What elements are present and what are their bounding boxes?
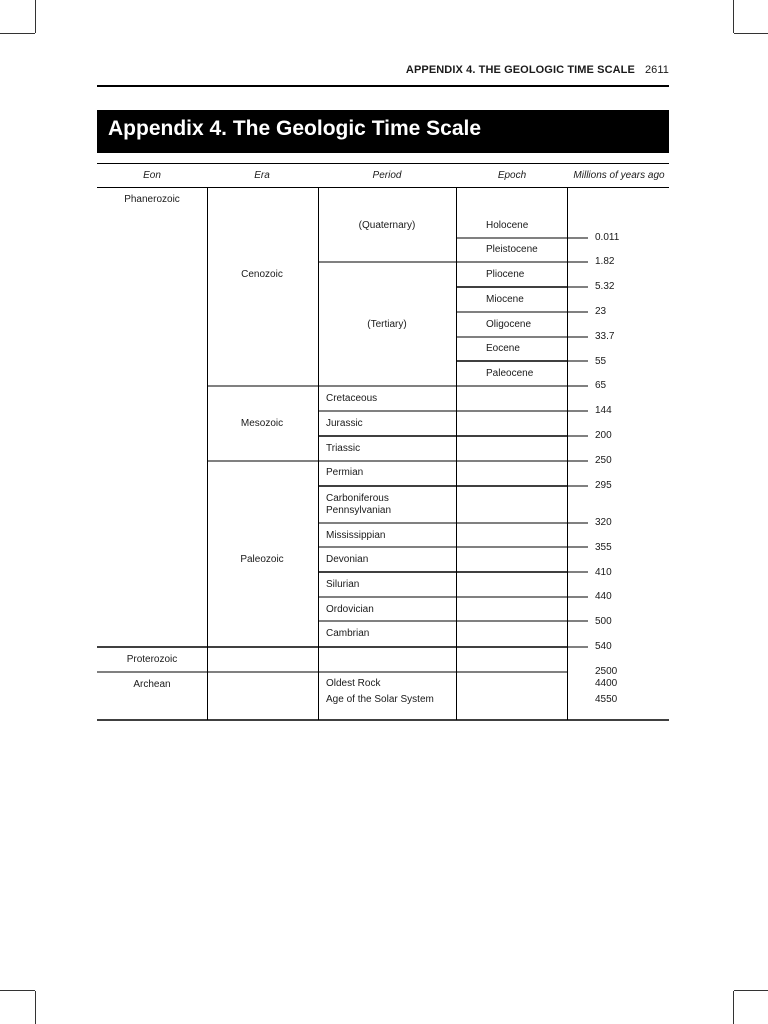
header-mya: Millions of years ago	[573, 170, 665, 181]
period-ordovician: Ordovician	[326, 604, 374, 615]
epoch-paleocene: Paleocene	[486, 368, 534, 379]
period-solar-system: Age of the Solar System	[326, 694, 434, 705]
period-silurian: Silurian	[326, 579, 360, 590]
period-mississippian: Mississippian	[326, 530, 386, 541]
period-devonian: Devonian	[326, 554, 369, 565]
epoch-miocene: Miocene	[486, 294, 524, 305]
eon-archean: Archean	[133, 679, 171, 690]
age-label: 320	[595, 517, 612, 528]
era-mesozoic: Mesozoic	[240, 418, 284, 429]
age-label: 440	[595, 591, 612, 602]
period-cretaceous: Cretaceous	[326, 393, 378, 404]
age-label: 55	[595, 356, 607, 367]
age-label: 33.7	[595, 331, 615, 342]
header-epoch: Epoch	[497, 170, 527, 181]
period-pennsylvanian: Pennsylvanian	[326, 505, 392, 516]
eon-proterozoic: Proterozoic	[126, 654, 178, 665]
epoch-pleistocene: Pleistocene	[486, 244, 538, 255]
period-carboniferous: Carboniferous	[326, 493, 389, 504]
age-label: 4550	[595, 694, 618, 705]
page-number: 2611	[644, 64, 669, 76]
age-label: 250	[595, 455, 612, 466]
age-label: 410	[595, 567, 612, 578]
period-triassic: Triassic	[326, 443, 361, 454]
age-label: 355	[595, 542, 612, 553]
header-era: Era	[254, 170, 270, 181]
period-jurassic: Jurassic	[326, 418, 363, 429]
age-label: 540	[595, 641, 612, 652]
table-grid	[97, 164, 669, 721]
age-label: 144	[595, 405, 612, 416]
age-label: 2500	[595, 666, 618, 677]
epoch-eocene: Eocene	[486, 343, 520, 354]
age-label: 1.82	[595, 256, 615, 267]
period-quaternary: (Quaternary)	[358, 220, 416, 231]
era-cenozoic: Cenozoic	[241, 269, 283, 280]
age-label: 5.32	[595, 281, 615, 292]
era-paleozoic: Paleozoic	[240, 554, 284, 565]
period-cambrian: Cambrian	[326, 628, 370, 639]
age-label: 295	[595, 480, 612, 491]
age-label: 23	[595, 306, 607, 317]
age-label: 65	[595, 380, 607, 391]
period-tertiary: (Tertiary)	[367, 319, 407, 330]
age-label: 0.011	[595, 232, 620, 243]
epoch-oligocene: Oligocene	[486, 319, 532, 330]
running-head-title: APPENDIX 4. THE GEOLOGIC TIME SCALE	[405, 64, 635, 76]
header-eon: Eon	[143, 170, 161, 181]
page-title: Appendix 4. The Geologic Time Scale	[108, 117, 482, 140]
epoch-holocene: Holocene	[486, 220, 529, 231]
age-label: 4400	[595, 678, 618, 689]
age-label: 200	[595, 430, 612, 441]
eon-phanerozoic: Phanerozoic	[124, 194, 180, 205]
period-oldest-rock: Oldest Rock	[326, 678, 381, 689]
epoch-pliocene: Pliocene	[486, 269, 525, 280]
period-permian: Permian	[326, 467, 364, 478]
age-label: 500	[595, 616, 612, 627]
header-period: Period	[372, 170, 402, 181]
